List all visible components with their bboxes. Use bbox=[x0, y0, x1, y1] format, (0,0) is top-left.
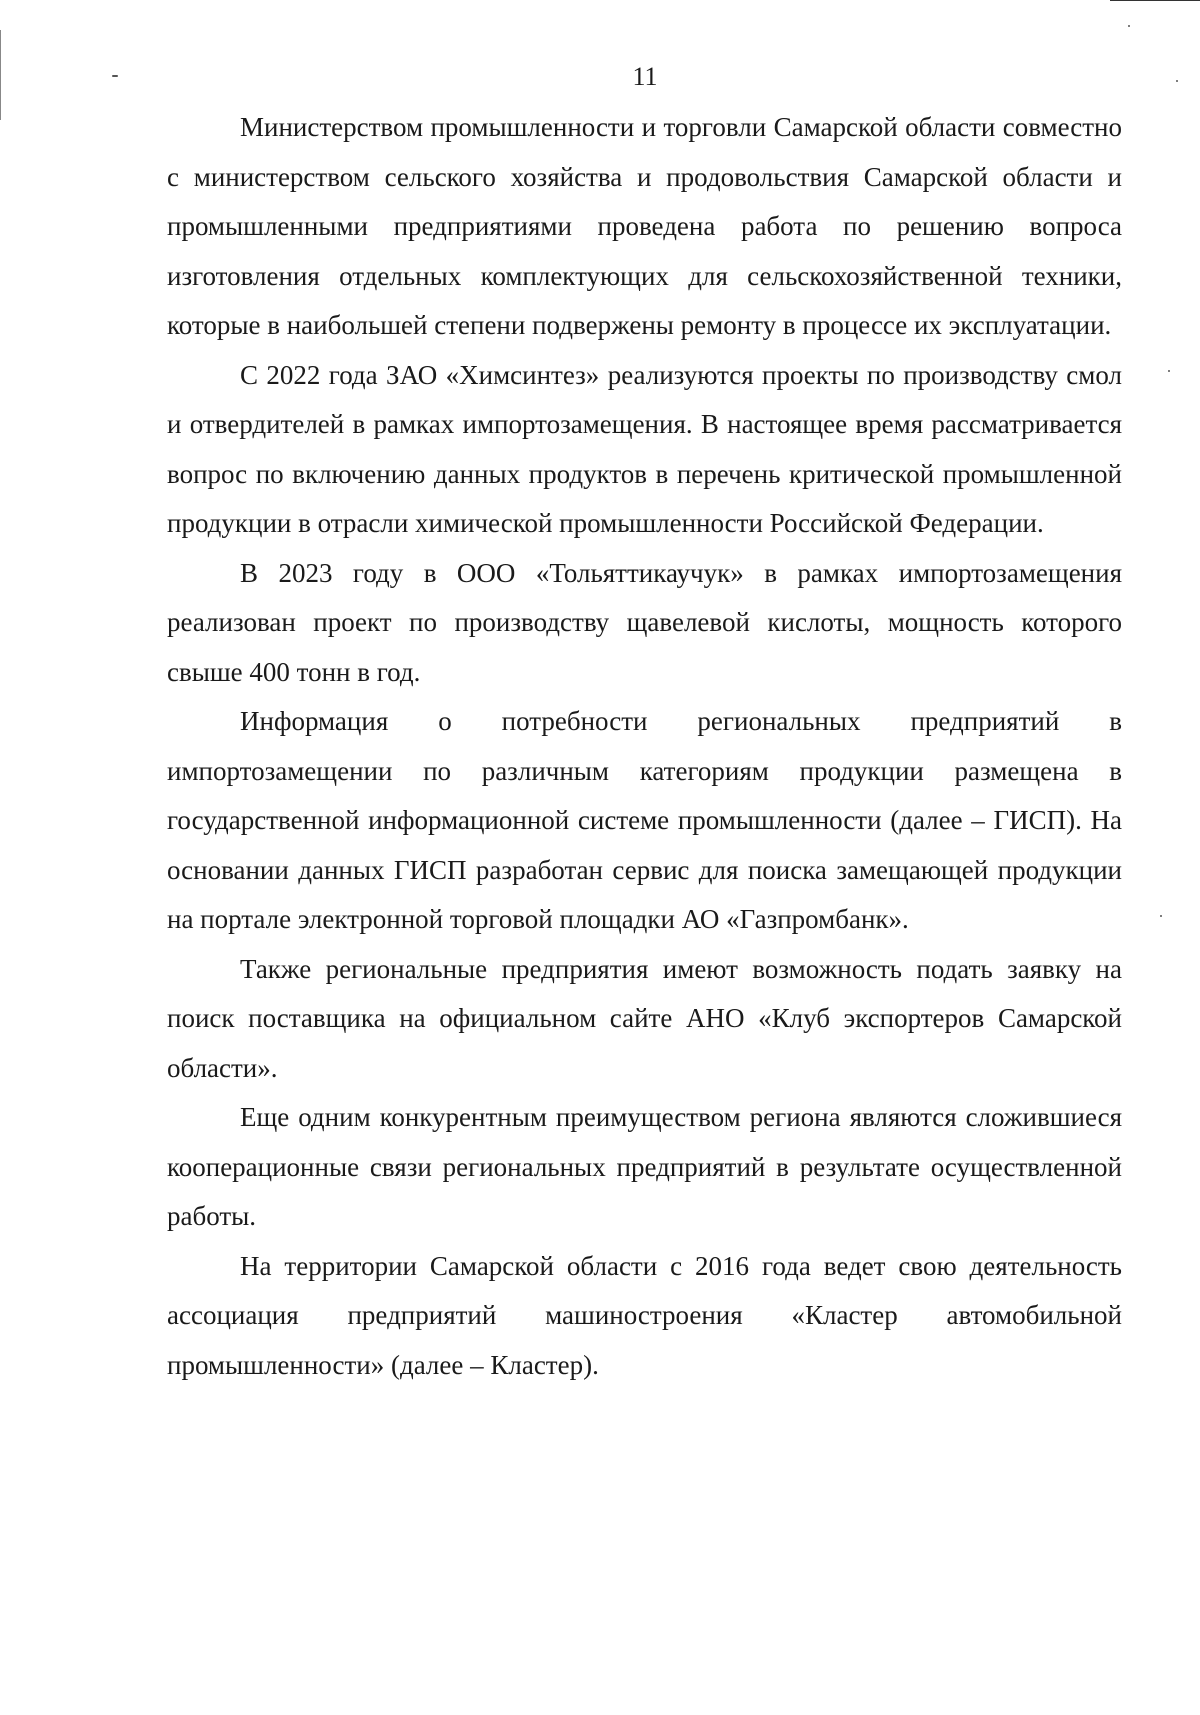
page-number: 11 bbox=[632, 62, 658, 91]
scan-artifact-dot bbox=[1168, 370, 1170, 372]
paragraph: Информация о потребности региональных предприятий в импортозамещении по различным категориям продукции размещена в государственной информационной системе промышленности (далее – ГИСП). На основании данных ГИСП разработан сервис для поиска замещающей продукции на портале электронной торговой площадки АО «Газпромбанк». bbox=[167, 706, 1122, 934]
paragraph: Министерством промышленности и торговли Самарской области совместно с министерством сельского хозяйства и продовольствия Самарской области и промышленными предприятиями проведена работа по решению вопроса изготовления отдельных комплектующих для сельскохозяйственной техники, которые в наибольшей степени подвержены ремонту в процессе их эксплуатации. bbox=[167, 112, 1122, 340]
scan-artifact-top-line bbox=[1110, 0, 1200, 1]
paragraph: Еще одним конкурентным преимуществом региона являются сложившиеся кооперационные связи региональных предприятий в результате осуществленной работы. bbox=[167, 1102, 1122, 1231]
body-text bbox=[167, 103, 1122, 1390]
scan-artifact-dot bbox=[1160, 915, 1162, 917]
paragraph: В 2023 году в ООО «Тольяттикаучук» в рамках импортозамещения реализован проект по производству щавелевой кислоты, мощность которого свыше 400 тонн в год. bbox=[167, 557, 1122, 687]
scan-artifact-dot bbox=[1128, 25, 1130, 27]
paragraph: На территории Самарской области с 2016 года ведет свою деятельность ассоциация предприятий машиностроения «Кластер автомобильной промышленности» (далее – Кластер). bbox=[167, 1250, 1122, 1380]
paragraph: Также региональные предприятия имеют возможность подать заявку на поиск поставщика на официальном сайте АНО «Клуб экспортеров Самарской области». bbox=[167, 953, 1122, 1083]
paragraph: С 2022 года ЗАО «Химсинтез» реализуются проекты по производству смол и отвердителей в рамках импортозамещения. В настоящее время рассматривается вопрос по включению данных продуктов в перечень критической промышленной продукции в отрасли химической промышленности Российской Федерации. bbox=[167, 359, 1122, 538]
